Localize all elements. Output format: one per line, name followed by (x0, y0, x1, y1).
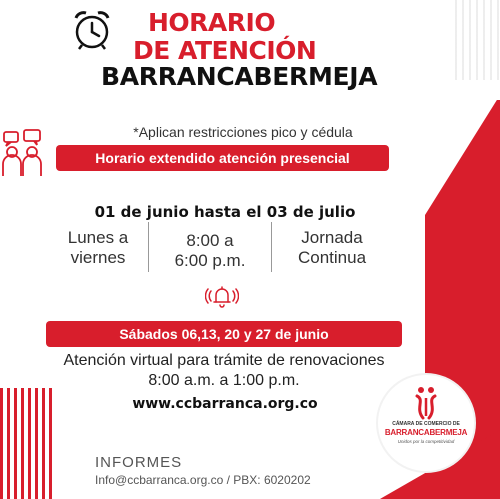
schedule-days-line-1: Lunes a (67, 228, 129, 247)
city-title: BARRANCABERMEJA (101, 62, 378, 91)
schedule-mode-line-1: Jornada (301, 228, 363, 247)
title-line-1: HORARIO (148, 8, 276, 37)
logo-text-line-1: CÁMARA DE COMERCIO DE (392, 421, 460, 427)
virtual-service-text: Atención virtual para trámite de renovaciones (63, 352, 385, 369)
logo-tagline: Unidos por la competitividad (397, 439, 455, 444)
contact-line (95, 473, 325, 487)
contact-phone: PBX: 6020202 (233, 473, 311, 487)
saturday-banner: Sábados 06,13, 20 y 27 de junio (46, 321, 402, 347)
ringing-bell-icon (205, 283, 239, 309)
virtual-service-hours: 8:00 a.m. a 1:00 p.m. (148, 372, 300, 389)
logo-text-line-2: BARRANCABERMEJA (384, 428, 468, 437)
informes-title: INFORMES (95, 454, 183, 471)
schedule-divider-2 (271, 222, 272, 272)
bottom-left-stripes (0, 388, 55, 499)
restrictions-note: *Aplican restricciones pico y cédula (133, 124, 353, 140)
people-chat-icon (0, 128, 46, 180)
schedule-hours-line-2: 6:00 p.m. (174, 251, 246, 270)
extended-hours-banner: Horario extendido atención presencial (56, 145, 389, 171)
schedule-days-line-2: viernes (70, 248, 126, 267)
contact-separator: / (223, 473, 234, 487)
top-right-stripes (455, 0, 500, 80)
schedule-mode (276, 228, 388, 268)
website-link[interactable]: www.ccbarranca.org.co (132, 396, 318, 412)
extended-period-dates: 01 de junio hasta el 03 de julio (94, 203, 356, 221)
title-line-2: DE ATENCIÓN (133, 36, 317, 65)
schedule-divider-1 (148, 222, 149, 272)
schedule-hours-line-1: 8:00 a (186, 231, 234, 250)
logo-mark-icon (413, 386, 439, 420)
schedule-days (52, 228, 144, 268)
alarm-clock-icon (70, 8, 114, 52)
schedule-mode-line-2: Continua (297, 248, 367, 267)
contact-email[interactable]: Info@ccbarranca.org.co (95, 473, 224, 487)
schedule-hours (152, 231, 268, 271)
